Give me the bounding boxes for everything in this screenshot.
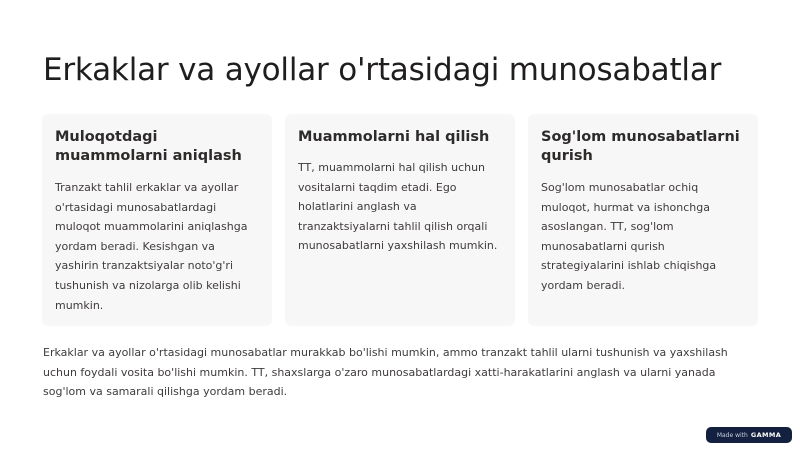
card-title: Muammolarni hal qilish	[298, 129, 490, 145]
card-row	[42, 114, 758, 326]
card-healthy-relationships	[528, 114, 758, 326]
gamma-logo: GAMMA	[750, 431, 782, 439]
card-title: Muloqotdagi muammolarni aniqlash	[55, 129, 242, 164]
card-body: Sog'lom munosabatlar ochiq muloqot, hurmat va ishonchga asoslangan. TT, sog'lom munosabatlarni qurish strategiyalarini ishlab chiqishga yordam beradi.	[541, 181, 717, 292]
summary-paragraph: Erkaklar va ayollar o'rtasidagi munosabatlar murakkab bo'lishi mumkin, ammo tranzakt tahlil ularni tushunish va yaxshilash uchun foydali vosita bo'lishi mumkin. TT, shaxslarga o'zaro munosabatlardagi xatti-harakatlarini anglash va ularni yanada sog'lom va samarali qilishga yordam beradi.	[43, 346, 728, 399]
card-communication-problems	[42, 114, 272, 326]
made-with-gamma-badge[interactable]	[706, 427, 792, 443]
card-title: Sog'lom munosabatlarni qurish	[541, 129, 740, 164]
page-title: Erkaklar va ayollar o'rtasidagi munosabatlar	[43, 52, 722, 88]
card-body: TT, muammolarni hal qilish uchun vositalarni taqdim etadi. Ego holatlarini anglash va tranzaktsiyalarni tahlil qilish orqali munosabatlarni yaxshilash mumkin.	[298, 161, 498, 253]
badge-made-with-text: Made with	[716, 431, 748, 439]
card-body: Tranzakt tahlil erkaklar va ayollar o'rtasidagi munosabatlardagi muloqot muammolarini aniqlashga yordam beradi. Kesishgan va yashirin tranzaktsiyalar noto'g'ri tushunish va nizolarga olib kelishi mumkin.	[55, 181, 248, 312]
card-problem-solving	[285, 114, 515, 326]
